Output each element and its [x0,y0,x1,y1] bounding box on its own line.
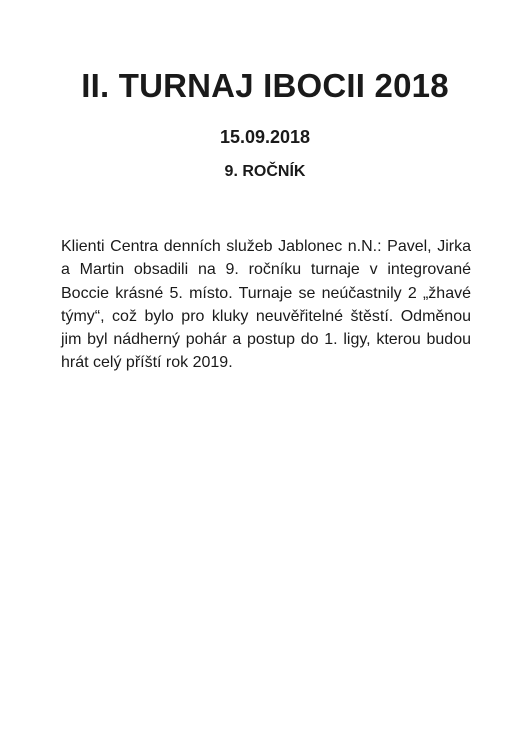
event-date: 15.09.2018 [219,127,311,147]
document-title: II. TURNAJ IBOCII 2018 [81,67,449,104]
edition-label: 9. ROČNÍK [224,163,306,180]
body-paragraph: Klienti Centra denních služeb Jablonec n.N.: Pavel, Jirka a Martin obsadili na 9. ročníku turnaje v integrované Boccie krásné 5. místo. Turnaje se neúčastnily 2 „žhavé týmy“, což bylo pro kluky neuvěřitelné štěstí. Odměnou jim byl nádherný pohár a postup do 1. ligy, kterou budou hrát celý příští rok 2019. [61,238,471,372]
